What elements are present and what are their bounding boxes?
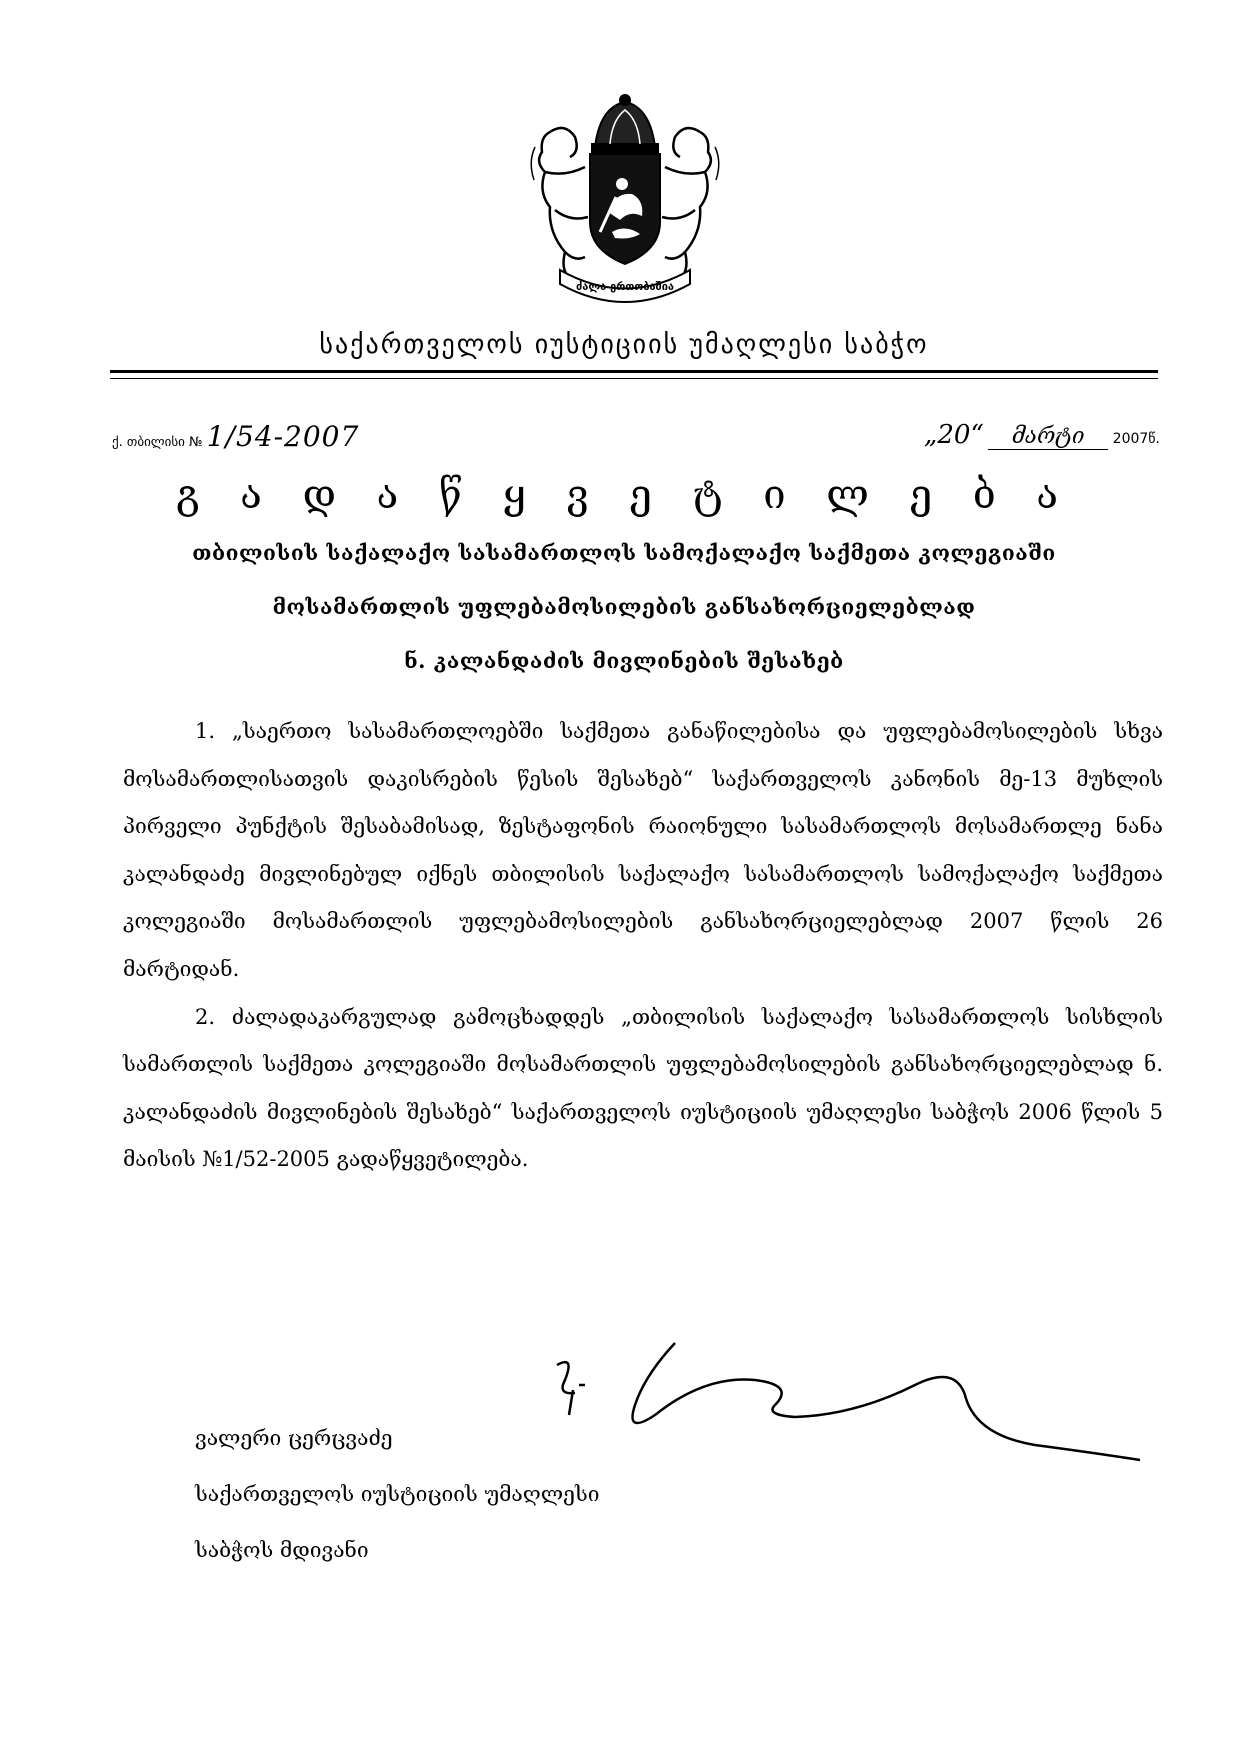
header-rule-thin <box>110 378 1158 379</box>
header-rule-thick <box>110 370 1158 373</box>
right-lion-icon <box>662 128 719 280</box>
signatory-position-line-2: საბჭოს მდივანი <box>195 1538 369 1562</box>
crown-icon <box>592 95 658 152</box>
number-sign: № <box>189 435 203 450</box>
subtitle-line-2: მოსამართლის უფლებამოსილების განსახორციელებლად <box>272 594 976 619</box>
signatory-name: ვალერი ცერცვაძე <box>195 1426 393 1450</box>
date-day: „20“ <box>923 420 984 450</box>
handwritten-signature <box>535 1335 1145 1470</box>
signatory-position-line-1: საქართველოს იუსტიციის უმაღლესი <box>195 1482 600 1506</box>
left-lion-icon <box>531 128 588 280</box>
date-line <box>924 420 1160 450</box>
subtitle-line-1: თბილისის საქალაქო სასამართლოს სამოქალაქო საქმეთა კოლეგიაში <box>192 540 1056 565</box>
paragraph-1: 1. „საერთო სასამართლოებში საქმეთა განაწილებისა და უფლებამოსილების სხვა მოსამართლისათვის დაკისრების წესის შესახებ“ საქართველოს კანონის მე-13 მუხლის პირველი პუნქტის შესაბამისად, ზესტაფონის რაიონული სასამართლოს მოსამართლე ნანა კალანდაძე მივლინებულ იქნეს თბილისის საქალაქო სასამართლოს სამოქალაქო საქმეთა კოლეგიაში მოსამართლის უფლებამოსილების განსახორციელებლად 2007 წლის 26 მარტიდან. <box>123 719 1163 981</box>
document-title: გ ა დ ა წ ყ ვ ე ტ ი ლ ე ბ ა <box>175 472 1073 518</box>
date-year-suffix: წ. <box>1148 431 1160 447</box>
emblem-motto: ძალა ერთობაშია <box>576 280 674 293</box>
subtitle-line-3: ნ. კალანდაძის მივლინების შესახებ <box>404 648 844 673</box>
organization-name: საქართველოს იუსტიციის უმაღლესი საბჭო <box>319 330 929 360</box>
signatory-block <box>195 1410 599 1578</box>
place-label: ქ. თბილისი <box>112 435 185 450</box>
registration-number: 1/54-2007 <box>206 420 360 453</box>
registration-line <box>112 420 359 453</box>
georgia-coat-of-arms-emblem <box>520 92 730 304</box>
document-body <box>123 708 1163 1184</box>
date-year: 2007 <box>1112 431 1149 447</box>
paragraph-2: 2. ძალადაკარგულად გამოცხადდეს „თბილისის საქალაქო სასამართლოს სისხლის სამართლის საქმეთა კოლეგიაში მოსამართლის უფლებამოსილების განსახორციელებლად ნ. კალანდაძის მივლინების შესახებ“ საქართველოს იუსტიციის უმაღლესი საბჭოს 2006 წლის 5 მაისის №1/52-2005 გადაწყვეტილება. <box>123 1004 1163 1172</box>
date-month: მარტი <box>988 424 1108 450</box>
